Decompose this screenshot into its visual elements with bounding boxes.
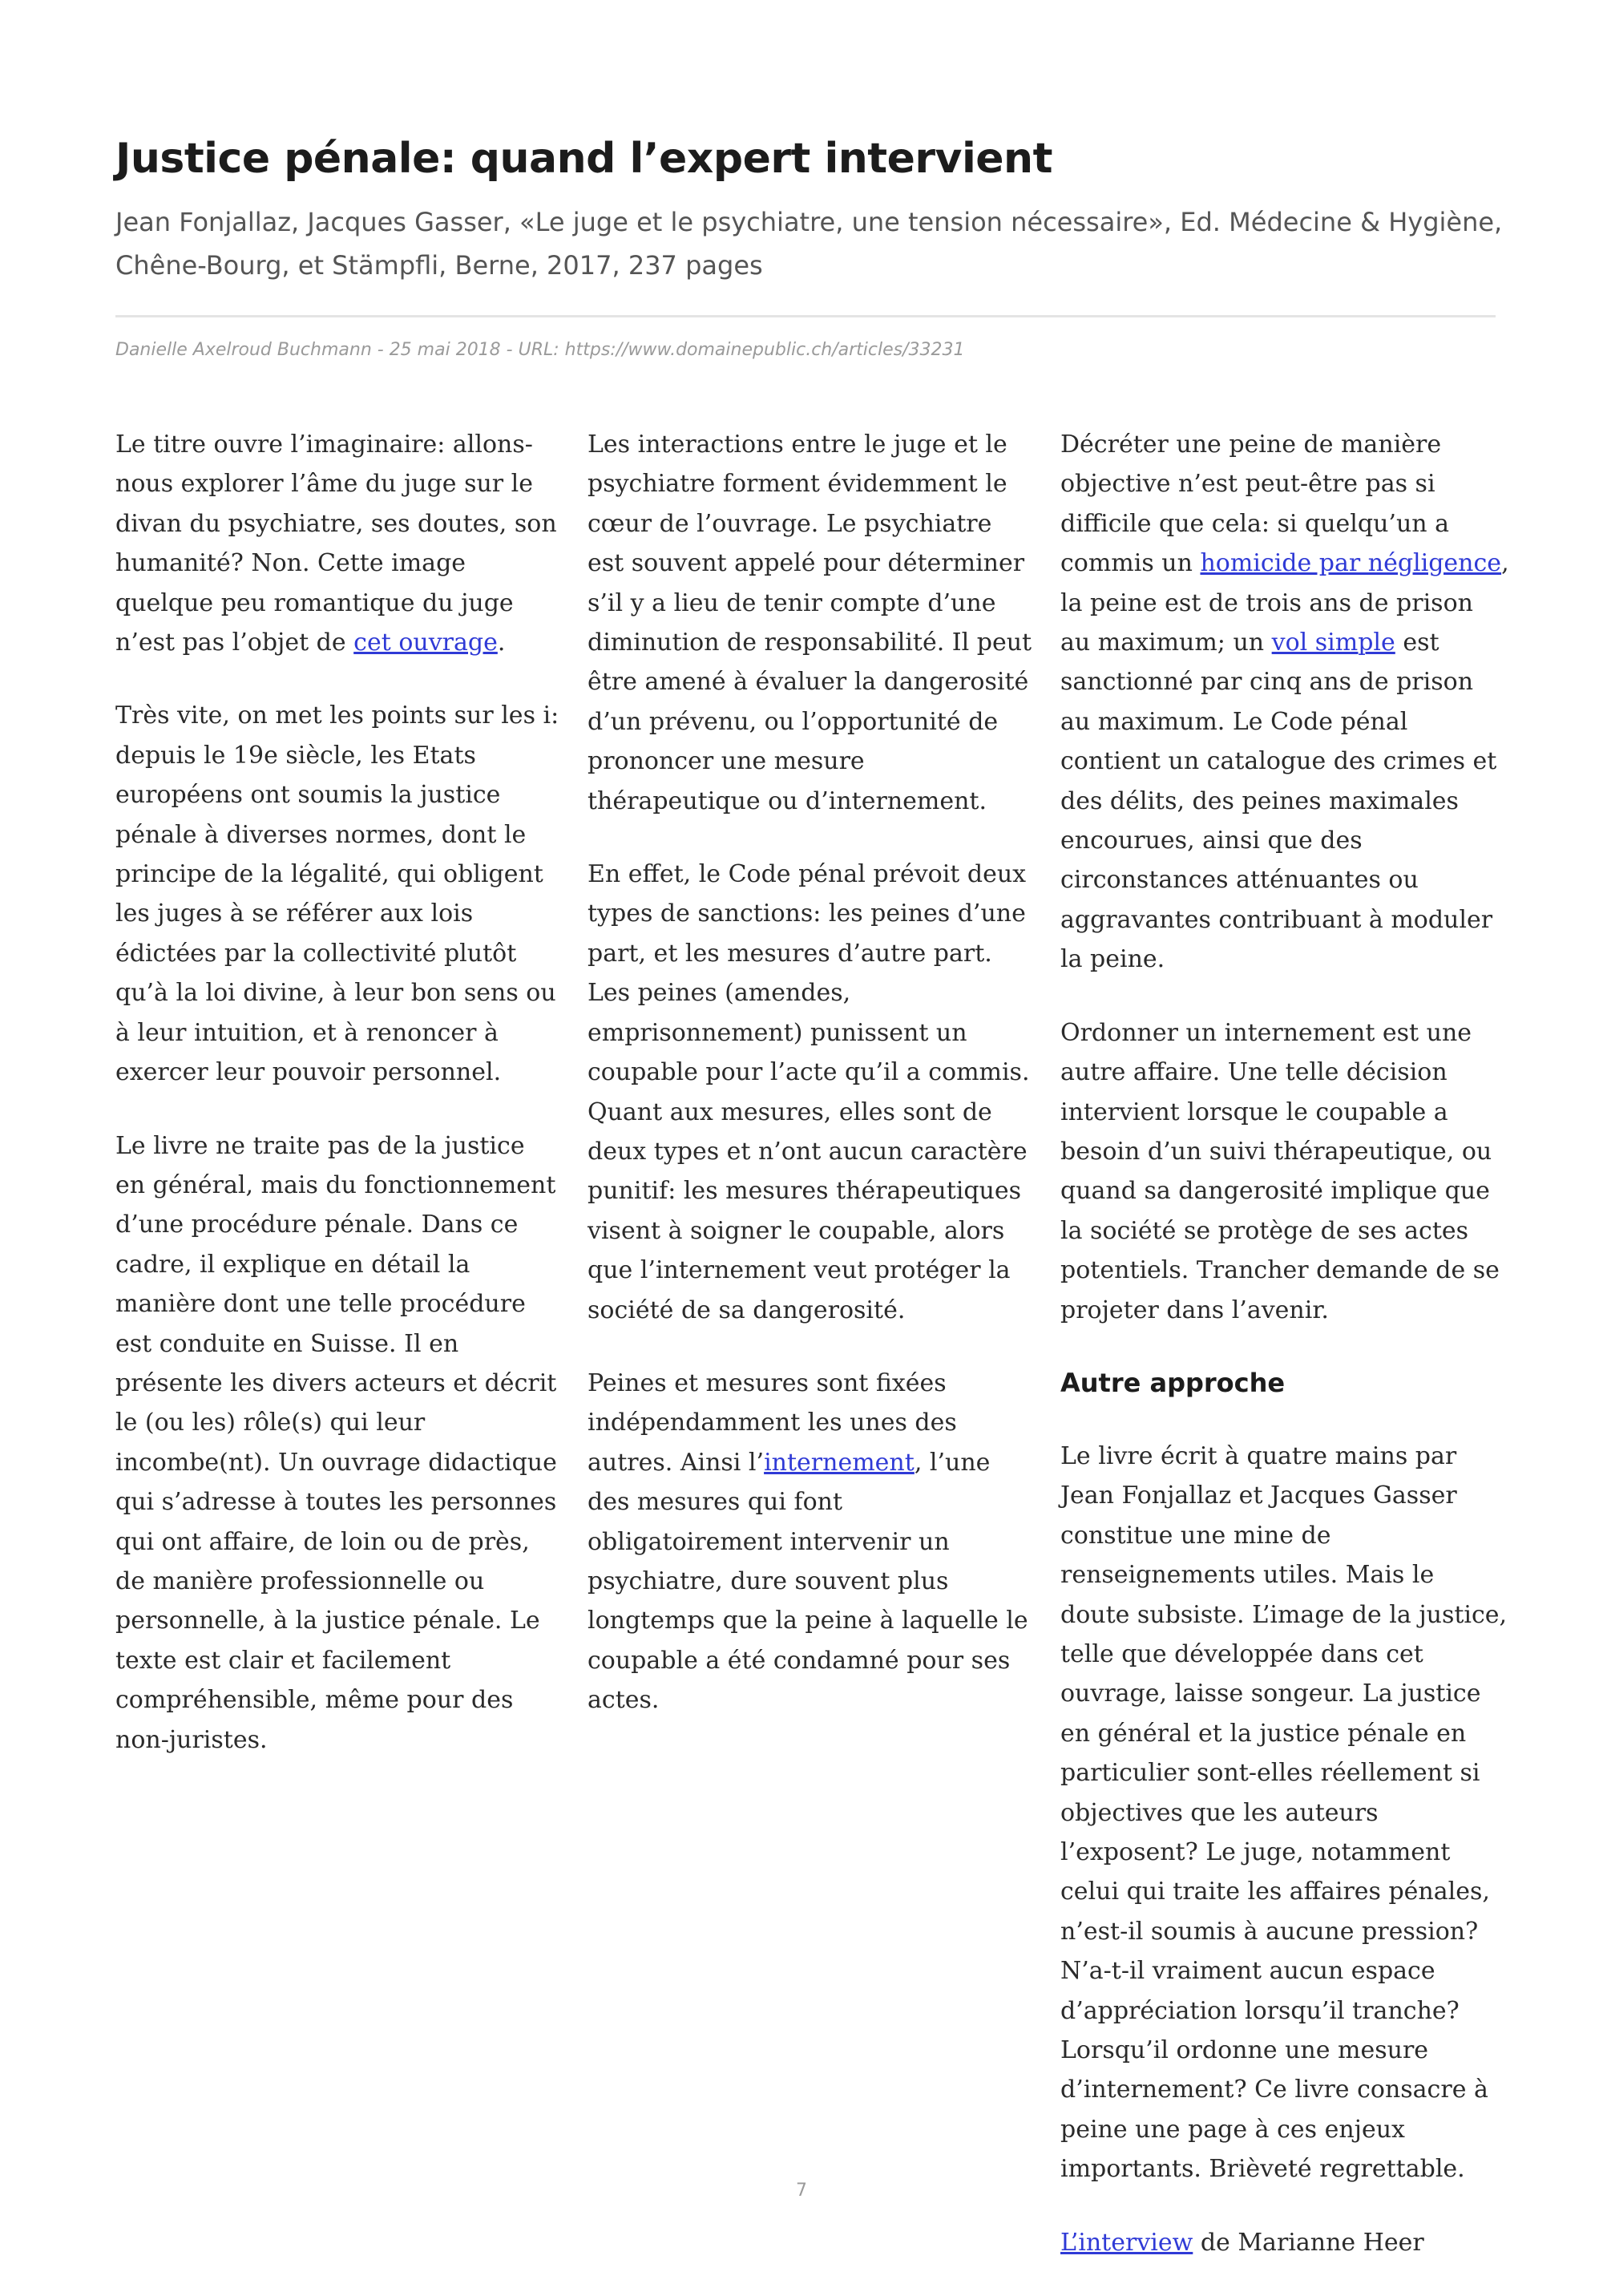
paragraph bbox=[115, 425, 560, 662]
page-number: 7 bbox=[796, 2181, 807, 2201]
paragraph: Le livre ne traite pas de la justice en général, mais du fonctionnement d’une procédure pénale. Dans ce cadre, il explique en détail la manière dont une telle procédure est conduite en Suisse. Il en présente les divers acteurs et décrit le (ou les) rôle(s) qui leur incombe(nt). Un ouvrage didactique qui s’adresse à toutes les personnes qui ont affaire, de loin ou de près, de manière professionnelle ou personnelle, à la justice pénale. Le texte est clair et facilement compréhensible, même pour des non-juristes. bbox=[115, 1131, 557, 1754]
article-title: Justice pénale: quand l’expert intervient bbox=[115, 135, 1052, 183]
paragraph-text: . bbox=[497, 629, 506, 657]
article-meta: Danielle Axelroud Buchmann - 25 mai 2018 - URL: https://www.domainepublic.ch/articles/33231 bbox=[115, 340, 965, 360]
paragraph-text: Décréter une peine de manière objective n’est peut-être pas si difficile que cela: si quelqu’un a commis un bbox=[1060, 430, 1450, 578]
paragraph-text: de Marianne Heer bbox=[1193, 2228, 1424, 2257]
text-column-2 bbox=[587, 425, 1032, 1754]
paragraph bbox=[1060, 2223, 1509, 2262]
paragraph bbox=[1060, 425, 1509, 980]
paragraph bbox=[587, 1364, 1032, 1720]
header-divider bbox=[115, 315, 1496, 317]
article-subtitle: Jean Fonjallaz, Jacques Gasser, «Le juge et le psychiatre, une tension nécessaire», Ed. Médecine & Hygiène, Chêne-Bourg, et Stämpfli, Berne, 2017, 237 pages bbox=[115, 207, 1503, 281]
paragraph-text: est sanctionné par cinq ans de prison au maximum. Le Code pénal contient un catalogue des crimes et des délits, des peines maximales encourues, ainsi que des circonstances atténuantes ou aggravantes contribuant à moduler la peine. bbox=[1060, 629, 1497, 974]
text-column-1 bbox=[115, 425, 560, 1793]
paragraph: En effet, le Code pénal prévoit deux types de sanctions: les peines d’une part, et les mesures d’autre part. Les peines (amendes, emprisonnement) punissent un coupable pour l’acte qu’il a commis. Quant aux mesures, elles sont de deux types et n’ont aucun caractère punitif: les mesures thérapeutiques visent à soigner le coupable, alors que l’internement veut protéger la société de sa dangerosité. bbox=[587, 860, 1030, 1324]
paragraph: Ordonner un internement est une autre affaire. Une telle décision intervient lorsque le coupable a besoin d’un suivi thérapeutique, ou quand sa dangerosité implique que la société se protège de ses actes potentiels. Trancher demande de se projeter dans l’avenir. bbox=[1060, 1018, 1500, 1324]
paragraph-text: , l’une des mesures qui font obligatoirement intervenir un psychiatre, dure souvent plus longtemps que la peine à laquelle le coupable a été condamné pour ses actes. bbox=[587, 1448, 1028, 1715]
vol-simple-link[interactable]: vol simple bbox=[1271, 629, 1395, 657]
internement-link[interactable]: internement bbox=[764, 1448, 915, 1477]
homicide-par-negligence-link[interactable]: homicide par négligence bbox=[1200, 549, 1502, 578]
paragraph-text: Peines et mesures sont fixées indépendamment les unes des autres. Ainsi l’ bbox=[587, 1368, 957, 1477]
cet-ouvrage-link[interactable]: cet ouvrage bbox=[353, 629, 498, 657]
paragraph-text: , la peine est de trois ans de prison au maximum; un bbox=[1060, 549, 1509, 657]
section-heading: Autre approche bbox=[1060, 1367, 1286, 1398]
paragraph: Très vite, on met les points sur les i: depuis le 19e siècle, les Etats européens ont soumis la justice pénale à diverses normes, dont le principe de la légalité, qui obligent les juges à se référer aux lois édictées par la collectivité plutôt qu’à la loi divine, à leur bon sens ou à leur intuition, et à renoncer à exercer leur pouvoir personnel. bbox=[115, 701, 559, 1087]
interview-link[interactable]: L’interview bbox=[1060, 2228, 1193, 2257]
paragraph: Les interactions entre le juge et le psychiatre forment évidemment le cœur de l’ouvrage. Le psychiatre est souvent appelé pour déterminer s’il y a lieu de tenir compte d’une diminution de responsabilité. Il peut être amené à évaluer la dangerosité d’un prévenu, ou l’opportunité de prononcer une mesure thérapeutique ou d’internement. bbox=[587, 430, 1032, 815]
paragraph-text: Le titre ouvre l’imaginaire: allons-nous explorer l’âme du juge sur le divan du psychiatre, ses doutes, son humanité? Non. Cette image quelque peu romantique du juge n’est pas l’objet de bbox=[115, 430, 557, 657]
text-column-3 bbox=[1060, 425, 1509, 2296]
paragraph: Le livre écrit à quatre mains par Jean Fonjallaz et Jacques Gasser constitue une mine de renseignements utiles. Mais le doute subsiste. L’image de la justice, telle que développée dans cet ouvrage, laisse songeur. La justice en général et la justice pénale en particulier sont-elles réellement si objectives que les auteurs l’exposent? Le juge, notamment celui qui traite les affaires pénales, n’est-il soumis à aucune pression? N’a-t-il vraiment aucun espace d’appréciation lorsqu’il tranche? Lorsqu’il ordonne une mesure d’internement? Ce livre consacre à peine une page à ces enjeux importants. Brièveté regrettable. bbox=[1060, 1441, 1508, 2184]
